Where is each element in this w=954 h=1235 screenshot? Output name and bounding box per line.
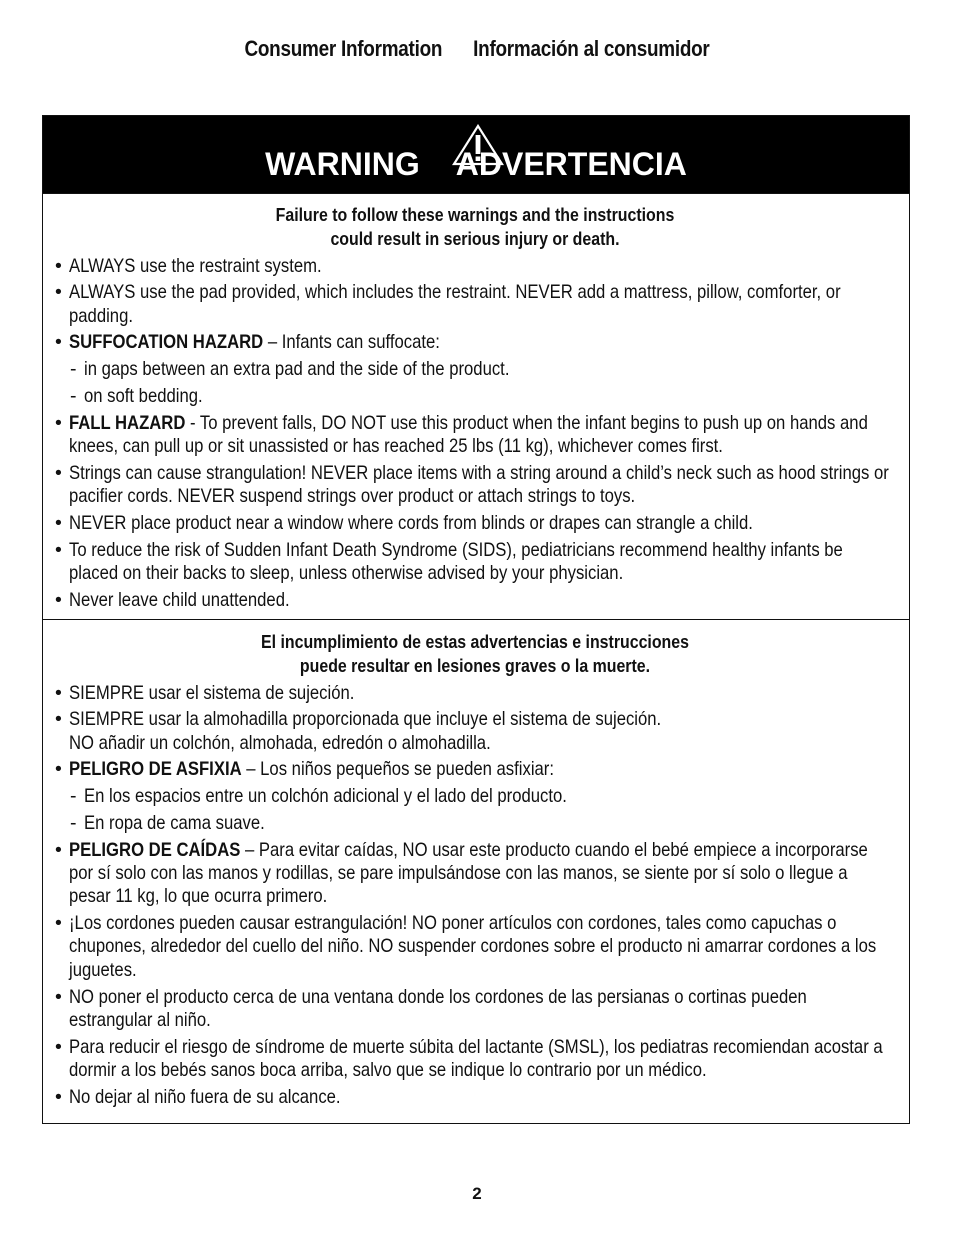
hazard-label: FALL HAZARD (69, 411, 186, 434)
spanish-warnings (43, 620, 909, 1109)
page-number: 2 (472, 1184, 482, 1203)
sub-item: - in gaps between an extra pad and the side of the product. (70, 358, 510, 381)
list-item: • PELIGRO DE CAÍDAS – Para evitar caídas, NO usar este producto cuando el bebé empiece a incorporarse por sí solo con las manos y rodillas, se pare impulsándose con las manos, se siente por sí solo o llegue a pesar 11 kg, lo que ocurra primero. (55, 838, 868, 908)
list-item: • ALWAYS use the restraint system. (55, 254, 322, 277)
hazard-label: SUFFOCATION HAZARD (69, 331, 264, 354)
header-title-es: Información al consumidor (473, 36, 710, 61)
list-item: • Strings can cause strangulation! NEVER place items with a string around a child’s neck such as hood strings or pacifier cords. NEVER suspend strings over product or attach strings to toys. (55, 461, 889, 508)
list-item: • SUFFOCATION HAZARD – Infants can suffocate: (55, 331, 440, 354)
warning-list-es (55, 682, 895, 1110)
list-item: • SIEMPRE usar el sistema de sujeción. (55, 681, 355, 704)
list-item: • NEVER place product near a window where cords from blinds or drapes can strangle a child. (55, 511, 753, 534)
list-item: • Para reducir el riesgo de síndrome de muerte súbita del lactante (SMSL), los pediatras recomiendan acostar a dormir a los bebés sanos boca arriba, salvo que se indique lo contrario por un médico. (55, 1035, 883, 1081)
sub-item: - on soft bedding. (70, 384, 203, 407)
intro-en: Failure to follow these warnings and the instructions could result in serious injury or death. (275, 204, 675, 249)
sub-item: - En los espacios entre un colchón adicional y el lado del producto. (70, 785, 567, 808)
list-item: • ¡Los cordones pueden causar estrangulación! NO poner artículos con cordones, tales como capuchas o chupones, alrededor del cuello del niño. NO suspender cordones sobre el producto ni amarrar cordones a los juguetes. (55, 912, 877, 981)
list-item: • NO poner el producto cerca de una ventana donde los cordones de las persianas o cortinas pueden estrangular al niño. (55, 985, 807, 1031)
hazard-label: PELIGRO DE ASFIXIA (69, 758, 242, 781)
english-warnings (43, 194, 909, 620)
sub-item: - En ropa de cama suave. (70, 811, 265, 834)
list-item: • ALWAYS use the pad provided, which includes the restraint. NEVER add a mattress, pillow, comforter, or padding. (55, 281, 841, 327)
list-item: • SIEMPRE usar la almohadilla proporcionada que incluye el sistema de sujeción. NO añadir un colchón, almohada, edredón o almohadilla. (55, 708, 662, 754)
page-header (67, 36, 887, 62)
list-item: • No dejar al niño fuera de su alcance. (55, 1085, 341, 1108)
header-title-en: Consumer Information (244, 36, 443, 61)
warning-list-en (55, 255, 895, 613)
hazard-label: PELIGRO DE CAÍDAS (69, 838, 241, 861)
warning-box (42, 115, 910, 1124)
warning-title (43, 146, 909, 183)
intro-es: El incumplimiento de estas advertencias e instrucciones puede resultar en lesiones graves o la muerte. (261, 631, 689, 676)
warning-banner (43, 116, 909, 194)
warning-label-en: WARNING (265, 146, 420, 182)
list-item: • Never leave child unattended. (55, 588, 290, 611)
list-item: • To reduce the risk of Sudden Infant Death Syndrome (SIDS), pediatricians recommend healthy infants be placed on their backs to sleep, unless otherwise advised by your physician. (55, 538, 843, 585)
list-item: • FALL HAZARD - To prevent falls, DO NOT use this product when the infant begins to push up on hands and knees, can pull up or sit unassisted or has reached 25 lbs (11 kg), whichever comes first. (55, 411, 868, 458)
warning-label-es: ADVERTENCIA (455, 146, 687, 182)
list-item: • PELIGRO DE ASFIXIA – Los niños pequeños se pueden asfixiar: (55, 758, 554, 781)
